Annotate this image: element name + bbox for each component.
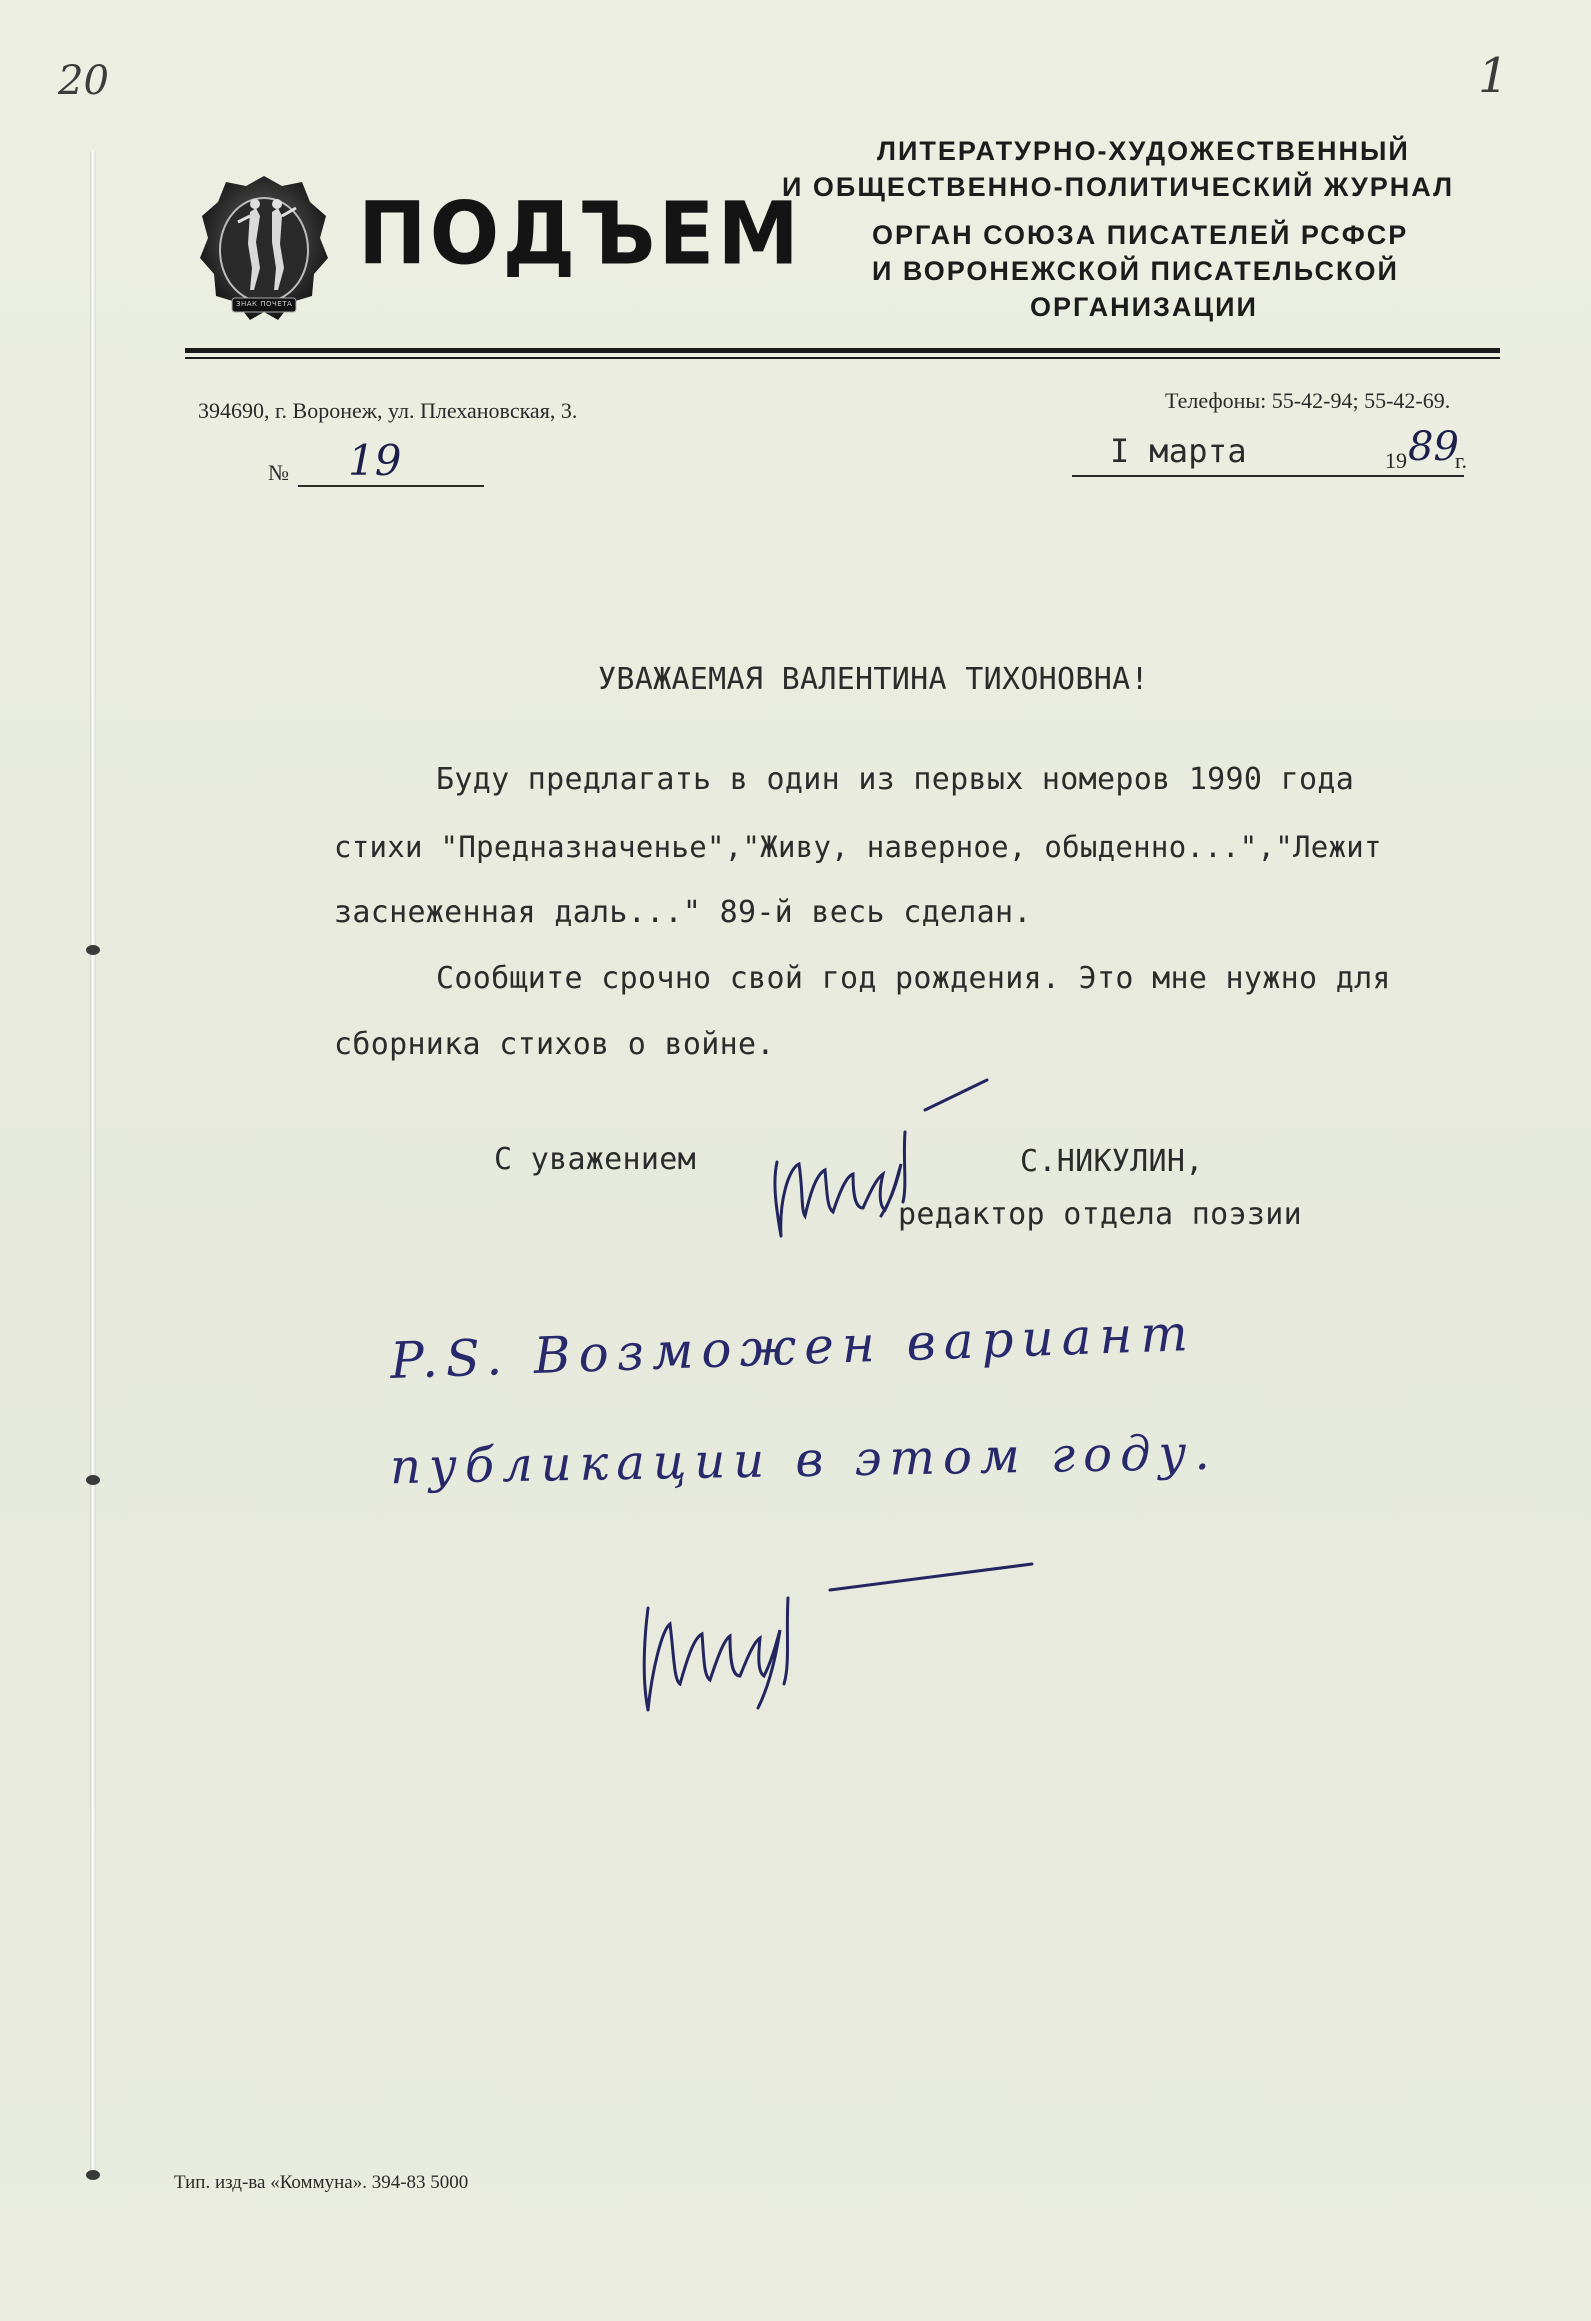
number-label: № bbox=[268, 460, 289, 485]
printer-footer: Тип. изд-ва «Коммуна». 394-83 5000 bbox=[174, 2172, 469, 2193]
header-line-3: ОРГАН СОЮЗА ПИСАТЕЛЕЙ РСФСР bbox=[872, 220, 1409, 250]
body-line-1: Буду предлагать в один из первых номеров 1990 года bbox=[436, 762, 1355, 797]
emblem-caption: ЗНАК ПОЧЕТА bbox=[236, 300, 293, 308]
year-prefix: 19 bbox=[1385, 448, 1407, 473]
body-line-2: стихи "Предназначенье","Живу, наверное, обыденно...","Лежит bbox=[334, 830, 1382, 864]
closing: С уважением bbox=[494, 1142, 696, 1177]
header-line-2: И ОБЩЕСТВЕННО-ПОЛИТИЧЕСКИЙ ЖУРНАЛ bbox=[782, 172, 1455, 202]
order-badge-emblem bbox=[198, 172, 330, 330]
postscript-line-1: P.S. Возможен вариант bbox=[389, 1303, 1197, 1391]
signature-2 bbox=[630, 1560, 1050, 1730]
phones: Телефоны: 55-42-94; 55-42-69. bbox=[1165, 388, 1451, 413]
number-handwritten: 19 bbox=[348, 436, 402, 485]
body-line-4: Сообщите срочно свой год рождения. Это мне нужно для bbox=[436, 961, 1391, 996]
body-line-3: заснеженная даль..." 89-й весь сделан. bbox=[334, 895, 1032, 930]
binding-knot bbox=[86, 945, 100, 955]
signer-name: С.НИКУЛИН, bbox=[1020, 1144, 1204, 1179]
date-typed: I марта bbox=[1110, 432, 1247, 470]
date-underline bbox=[1072, 475, 1464, 477]
postscript-line-2: публикации в этом году. bbox=[389, 1424, 1219, 1496]
header-line-4: И ВОРОНЕЖСКОЙ ПИСАТЕЛЬСКОЙ bbox=[872, 256, 1399, 286]
header-rule-thin bbox=[185, 357, 1500, 359]
header-line-1: ЛИТЕРАТУРНО-ХУДОЖЕСТВЕННЫЙ bbox=[877, 136, 1410, 166]
address: 394690, г. Воронеж, ул. Плехановская, 3. bbox=[198, 398, 578, 423]
salutation: УВАЖАЕМАЯ ВАЛЕНТИНА ТИХОНОВНА! bbox=[598, 662, 1149, 697]
year-suffix: г. bbox=[1455, 448, 1468, 473]
binding-knot bbox=[86, 1475, 100, 1485]
header-rule bbox=[185, 348, 1500, 353]
archive-page-number: 1 bbox=[1478, 48, 1509, 104]
binding-knot bbox=[86, 2170, 100, 2180]
journal-logo: ПОДЪЕМ bbox=[358, 184, 803, 285]
signer-title: редактор отдела поэзии bbox=[898, 1197, 1302, 1232]
archive-sheet-number: 20 bbox=[58, 58, 109, 104]
body-line-5: сборника стихов о войне. bbox=[334, 1027, 775, 1062]
year-handwritten: 89 bbox=[1408, 424, 1459, 470]
header-line-5: ОРГАНИЗАЦИИ bbox=[1030, 292, 1258, 322]
binding-string bbox=[90, 150, 96, 2180]
signature-1 bbox=[755, 1070, 1005, 1250]
number-underline bbox=[298, 485, 484, 487]
